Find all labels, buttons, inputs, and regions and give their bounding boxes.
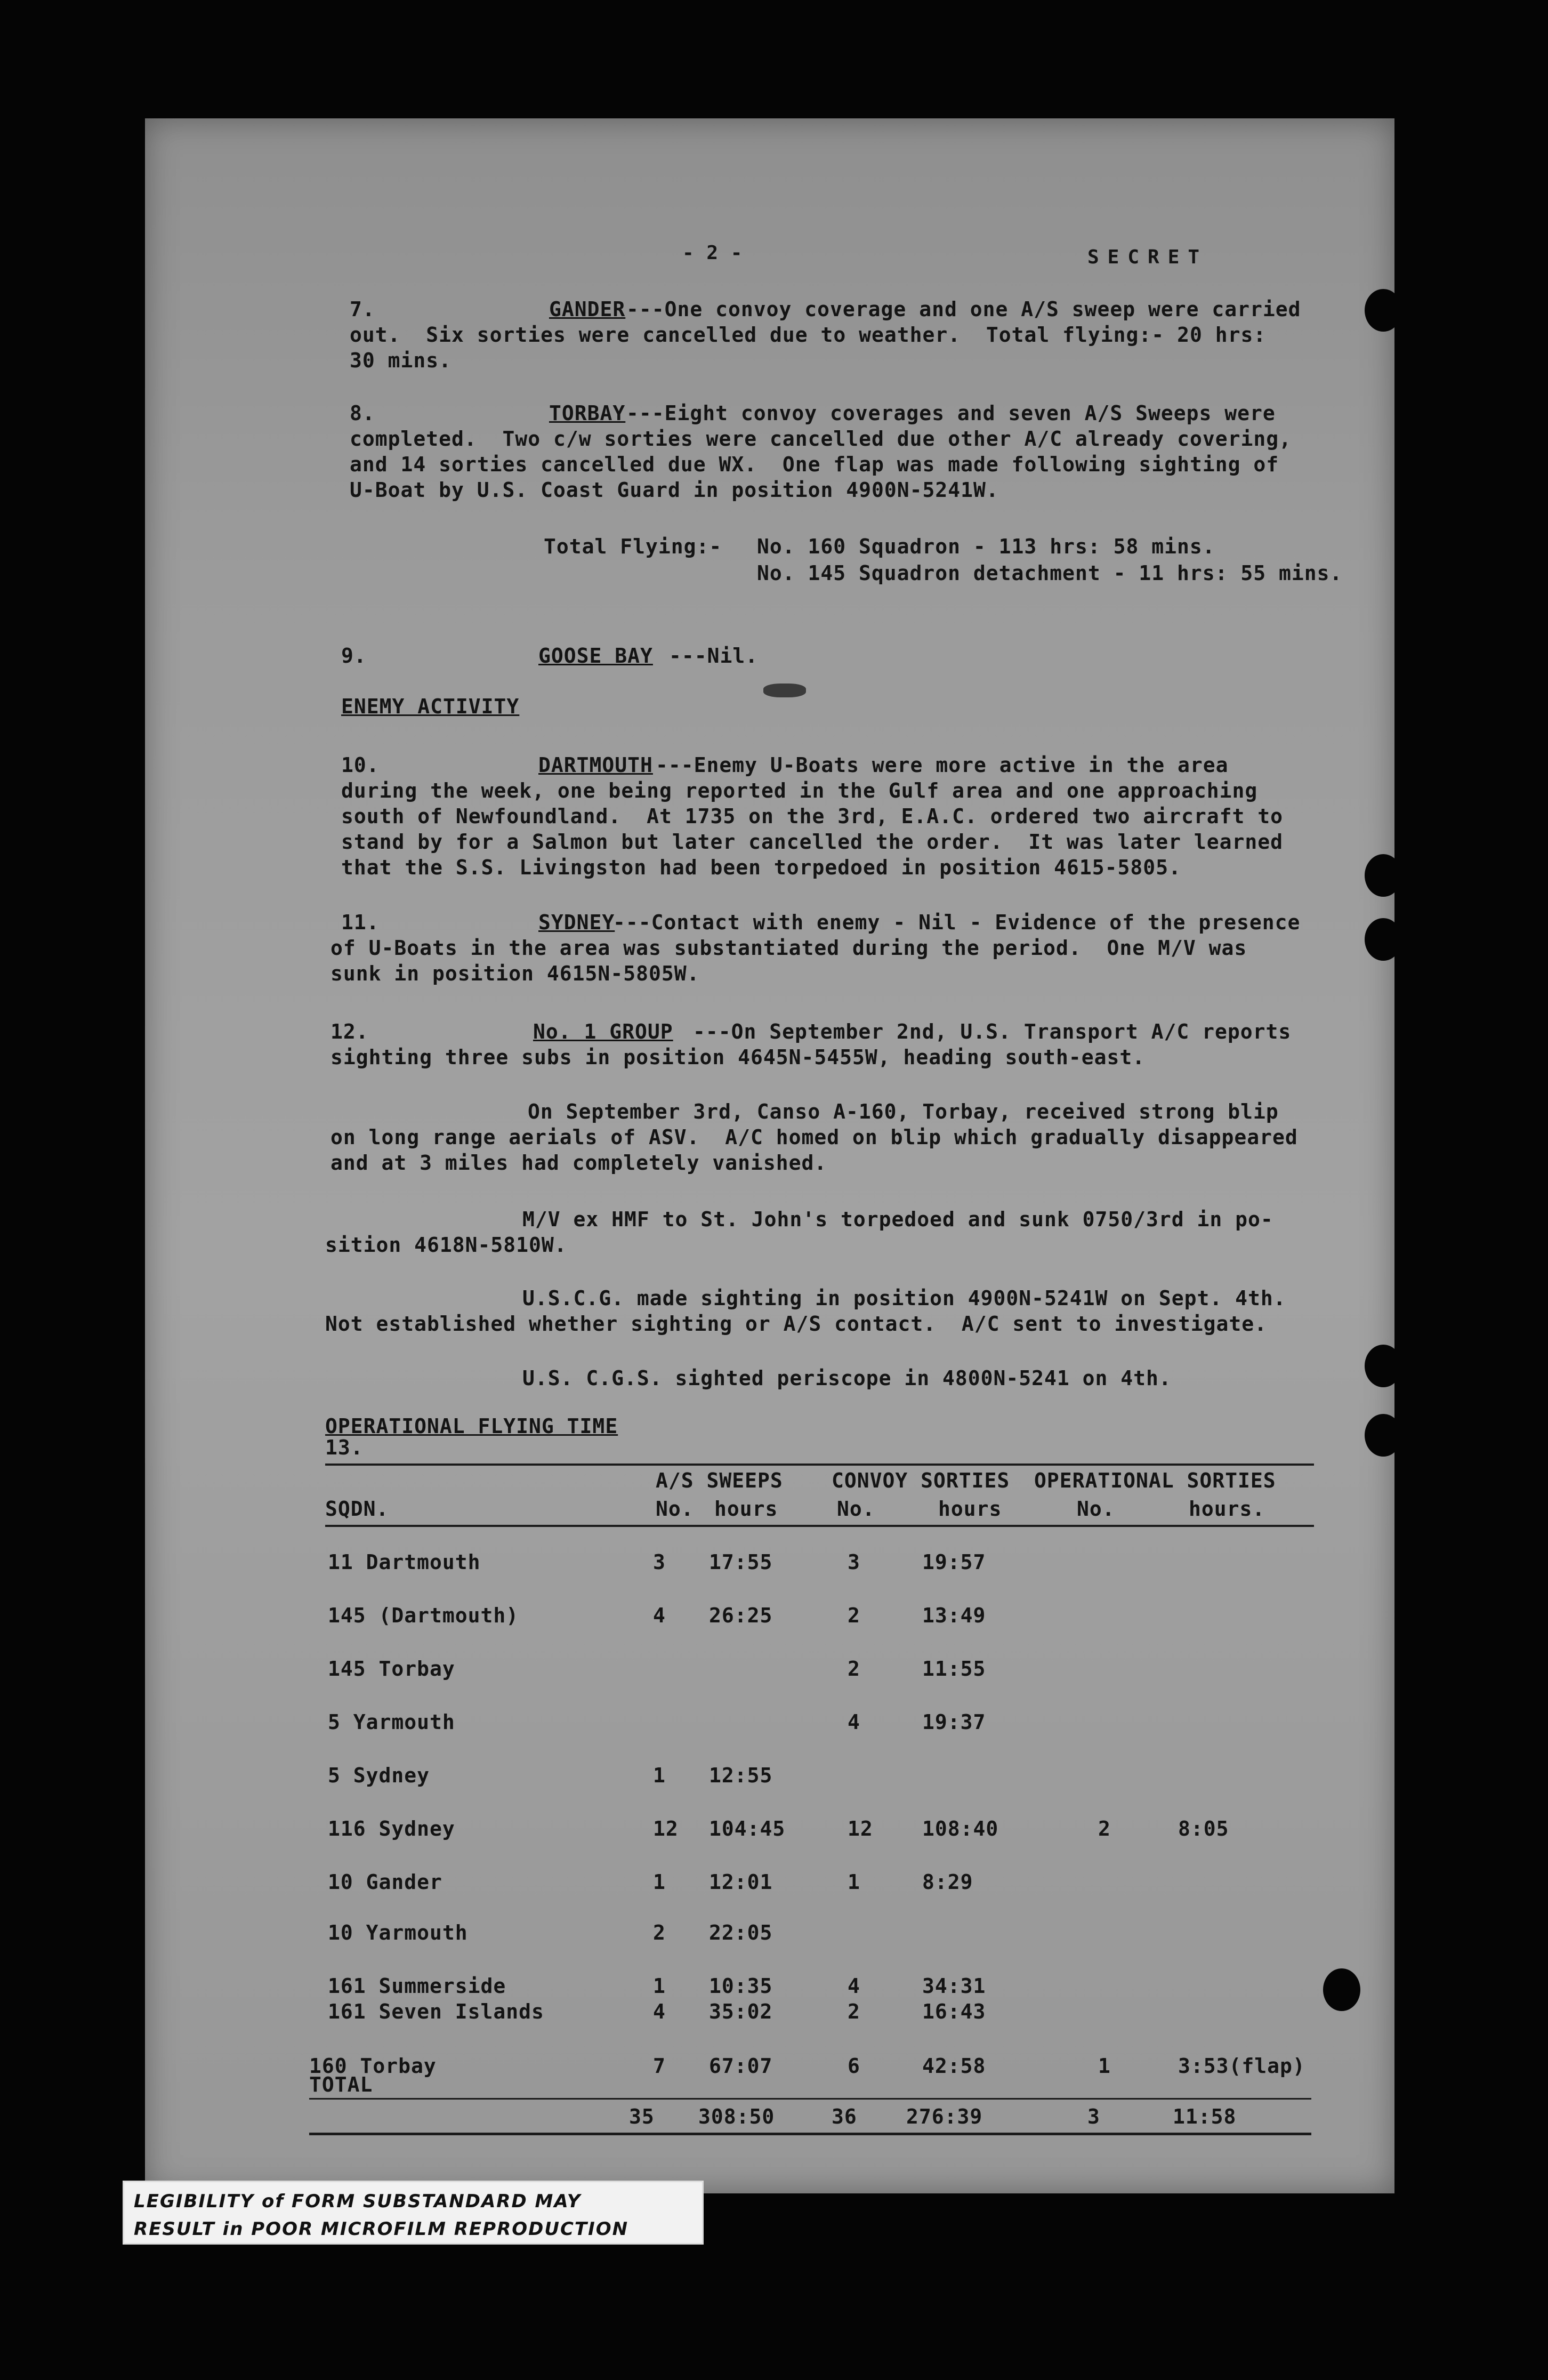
- punch-hole: [1365, 1345, 1402, 1387]
- paragraph-line: ---Eight convoy coverages and seven A/S Sweeps were: [626, 401, 1276, 425]
- stamp-line: LEGIBILITY of FORM SUBSTANDARD MAY: [134, 2191, 582, 2212]
- table-cell: 1: [653, 1870, 666, 1894]
- column-header: SQDN.: [325, 1497, 389, 1521]
- squadron-cell: 5 Yarmouth: [328, 1710, 455, 1734]
- punch-hole: [1365, 289, 1402, 332]
- paragraph-line: U.S.C.G. made sighting in position 4900N-5241W on Sept. 4th.: [522, 1287, 1286, 1310]
- paragraph-line: ---Enemy U-Boats were more active in the area: [656, 753, 1229, 777]
- column-group-header: OPERATIONAL SORTIES: [1034, 1469, 1276, 1492]
- punch-hole: [1365, 918, 1402, 961]
- table-cell: 16:43: [922, 2000, 986, 2023]
- paragraph-line: stand by for a Salmon but later cancelled the order. It was later learned: [341, 830, 1283, 854]
- paragraph-line: south of Newfoundland. At 1735 on the 3rd, E.A.C. ordered two aircraft to: [341, 805, 1283, 828]
- total-flying-label: Total Flying:-: [544, 535, 722, 558]
- squadron-cell: 10 Yarmouth: [328, 1921, 468, 1944]
- paragraph-line: ---Contact with enemy - Nil - Evidence of the presence: [613, 911, 1301, 934]
- table-cell: 104:45: [709, 1817, 786, 1840]
- squadron-cell: 5 Sydney: [328, 1764, 430, 1787]
- table-cell: 108:40: [922, 1817, 999, 1840]
- table-cell: 3:53(flap): [1178, 2054, 1305, 2078]
- total-cell: 35: [629, 2105, 655, 2128]
- punch-hole: [1365, 854, 1402, 897]
- punch-hole: [1323, 1968, 1360, 2011]
- table-cell: 26:25: [709, 1604, 773, 1627]
- table-cell: 12:55: [709, 1764, 773, 1787]
- total-label: TOTAL: [309, 2073, 373, 2096]
- table-cell: 67:07: [709, 2054, 773, 2078]
- paragraph-line: of U-Boats in the area was substantiated during the period. One M/V was: [330, 936, 1247, 960]
- section-heading: TORBAY: [549, 401, 626, 425]
- para-number: 7.: [350, 298, 375, 321]
- stamp-line: RESULT in POOR MICROFILM REPRODUCTION: [134, 2218, 629, 2240]
- para-number: 12.: [330, 1020, 369, 1043]
- table-cell: 12: [653, 1817, 679, 1840]
- squadron-cell: 160 Torbay: [309, 2054, 437, 2078]
- table-cell: 2: [653, 1921, 666, 1944]
- table-cell: 12:01: [709, 1870, 773, 1894]
- paragraph-line: sighting three subs in position 4645N-5455W, heading south-east.: [330, 1046, 1146, 1069]
- table-cell: 2: [1098, 1817, 1111, 1840]
- paragraph-line: ---Nil.: [669, 644, 759, 668]
- punch-hole: [1365, 1414, 1402, 1457]
- table-cell: 4: [848, 1710, 860, 1734]
- table-cell: 2: [848, 2000, 860, 2023]
- paragraph-line: sunk in position 4615N-5805W.: [330, 962, 700, 985]
- ops-heading: OPERATIONAL FLYING TIME: [325, 1414, 618, 1438]
- ops-number: 13.: [325, 1436, 364, 1459]
- para-number: 9.: [341, 644, 367, 668]
- table-cell: 35:02: [709, 2000, 773, 2023]
- table-cell: 10:35: [709, 1974, 773, 1998]
- table-rule: [325, 1525, 1314, 1527]
- column-group-header: A/S SWEEPS: [656, 1469, 783, 1492]
- column-header: No.: [837, 1497, 875, 1521]
- column-header: hours: [938, 1497, 1002, 1521]
- table-cell: 1: [653, 1764, 666, 1787]
- squadron-cell: 145 Torbay: [328, 1657, 455, 1681]
- section-heading: SYDNEY: [538, 911, 615, 934]
- total-cell: 308:50: [698, 2105, 775, 2128]
- table-cell: 12: [848, 1817, 873, 1840]
- column-header: No.: [656, 1497, 694, 1521]
- squadron-cell: 161 Summerside: [328, 1974, 506, 1998]
- enemy-activity-heading: ENEMY ACTIVITY: [341, 695, 520, 718]
- table-cell: 1: [653, 1974, 666, 1998]
- table-cell: 6: [848, 2054, 860, 2078]
- total-cell: 11:58: [1173, 2105, 1237, 2128]
- legibility-stamp: [123, 2181, 704, 2245]
- squadron-cell: 116 Sydney: [328, 1817, 455, 1840]
- paragraph-line: out. Six sorties were cancelled due to weather. Total flying:- 20 hrs:: [350, 323, 1267, 347]
- squadron-cell: 10 Gander: [328, 1870, 442, 1894]
- table-cell: 1: [848, 1870, 860, 1894]
- section-heading: GOOSE BAY: [538, 644, 653, 668]
- total-cell: 3: [1087, 2105, 1100, 2128]
- table-cell: 3: [653, 1550, 666, 1574]
- total-cell: 276:39: [906, 2105, 983, 2128]
- paragraph-line: during the week, one being reported in the Gulf area and one approaching: [341, 779, 1258, 802]
- table-cell: 4: [653, 1604, 666, 1627]
- column-header: hours: [714, 1497, 778, 1521]
- paragraph-line: M/V ex HMF to St. John's torpedoed and sunk 0750/3rd in po-: [522, 1208, 1273, 1231]
- para-number: 10.: [341, 753, 380, 777]
- table-cell: 7: [653, 2054, 666, 2078]
- para-number: 8.: [350, 401, 375, 425]
- paragraph-line: completed. Two c/w sorties were cancelled due other A/C already covering,: [350, 427, 1292, 451]
- paragraph-line: that the S.S. Livingston had been torpedoed in position 4615-5805.: [341, 856, 1181, 879]
- table-cell: 8:29: [922, 1870, 973, 1894]
- squadron-cell: 145 (Dartmouth): [328, 1604, 519, 1627]
- paragraph-line: On September 3rd, Canso A-160, Torbay, received strong blip: [528, 1100, 1279, 1123]
- table-cell: 19:57: [922, 1550, 986, 1574]
- table-cell: 19:37: [922, 1710, 986, 1734]
- table-cell: 2: [848, 1657, 860, 1681]
- section-heading: GANDER: [549, 298, 626, 321]
- paragraph-line: sition 4618N-5810W.: [325, 1233, 567, 1257]
- page-number: - 2 -: [682, 242, 743, 264]
- squadron-cell: 11 Dartmouth: [328, 1550, 481, 1574]
- paragraph-line: Not established whether sighting or A/S contact. A/C sent to investigate.: [325, 1312, 1267, 1336]
- section-heading: DARTMOUTH: [538, 753, 653, 777]
- table-cell: 11:55: [922, 1657, 986, 1681]
- table-cell: 4: [653, 2000, 666, 2023]
- ink-smudge: [763, 684, 806, 697]
- squadron-cell: 161 Seven Islands: [328, 2000, 544, 2023]
- table-cell: 2: [848, 1604, 860, 1627]
- table-cell: 17:55: [709, 1550, 773, 1574]
- paragraph-line: 30 mins.: [350, 349, 452, 372]
- table-cell: 22:05: [709, 1921, 773, 1944]
- paragraph-line: and at 3 miles had completely vanished.: [330, 1151, 827, 1175]
- table-rule: [309, 2098, 1311, 2100]
- table-cell: 1: [1098, 2054, 1111, 2078]
- table-rule: [309, 2133, 1311, 2135]
- total-flying-line: No. 145 Squadron detachment - 11 hrs: 55 mins.: [757, 561, 1343, 585]
- classification-label: SECRET: [1087, 246, 1208, 268]
- total-flying-line: No. 160 Squadron - 113 hrs: 58 mins.: [757, 535, 1215, 558]
- table-cell: 4: [848, 1974, 860, 1998]
- section-heading: No. 1 GROUP: [533, 1020, 673, 1043]
- para-number: 11.: [341, 911, 380, 934]
- table-cell: 42:58: [922, 2054, 986, 2078]
- total-cell: 36: [832, 2105, 857, 2128]
- table-cell: 13:49: [922, 1604, 986, 1627]
- table-cell: 8:05: [1178, 1817, 1229, 1840]
- paragraph-line: U.S. C.G.S. sighted periscope in 4800N-5241 on 4th.: [522, 1366, 1172, 1390]
- column-header: No.: [1077, 1497, 1115, 1521]
- paragraph-line: U-Boat by U.S. Coast Guard in position 4900N-5241W.: [350, 478, 999, 502]
- table-cell: 3: [848, 1550, 860, 1574]
- paragraph-line: on long range aerials of ASV. A/C homed on blip which gradually disappeared: [330, 1125, 1298, 1149]
- column-group-header: CONVOY SORTIES: [832, 1469, 1010, 1492]
- paragraph-line: ---One convoy coverage and one A/S sweep were carried: [626, 298, 1301, 321]
- table-cell: 34:31: [922, 1974, 986, 1998]
- table-rule: [325, 1464, 1314, 1466]
- paragraph-line: ---On September 2nd, U.S. Transport A/C reports: [693, 1020, 1292, 1043]
- column-header: hours.: [1189, 1497, 1265, 1521]
- paragraph-line: and 14 sorties cancelled due WX. One flap was made following sighting of: [350, 453, 1279, 476]
